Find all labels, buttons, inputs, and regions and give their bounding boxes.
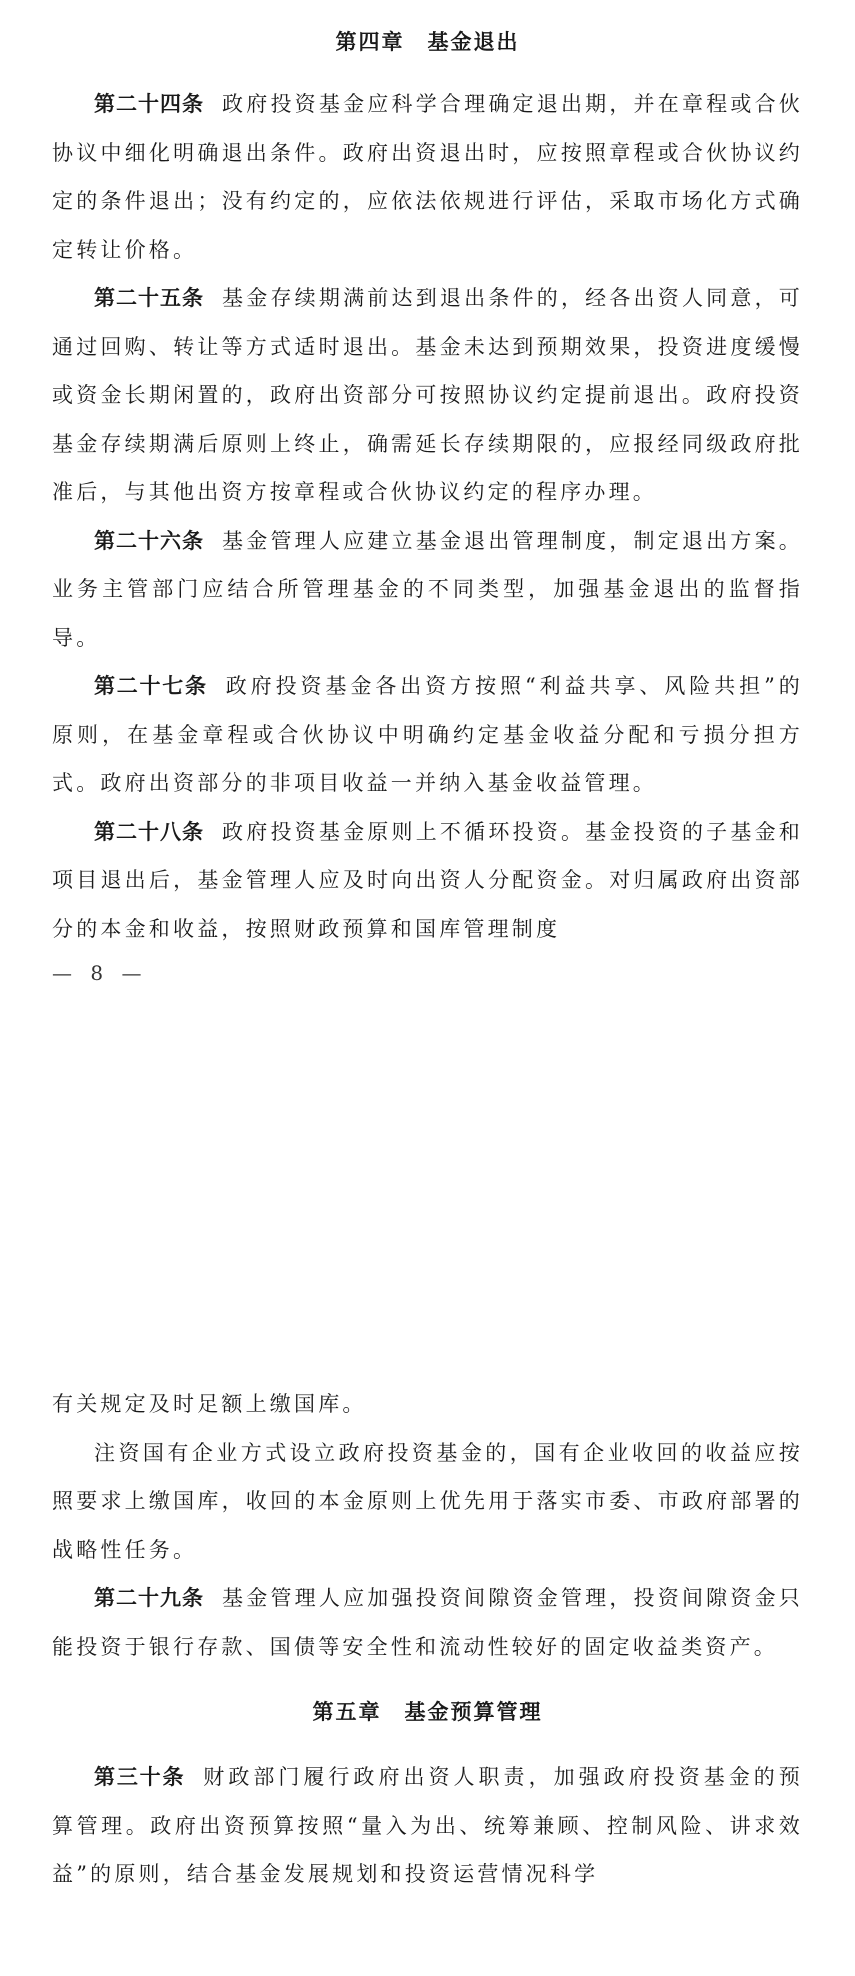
article-label: 第二十七条 [94,674,208,698]
article-24 [52,80,803,274]
article-text: 政府投资基金原则上不循环投资。基金投资的子基金和项目退出后，基金管理人应及时向出资人分配资金。对归属政府出资部分的本金和收益，按照财政预算和国库管理制度 [52,819,803,941]
article-label: 第三十条 [94,1765,186,1789]
article-label: 第二十四条 [94,92,205,116]
article-text: 基金管理人应加强投资间隙资金管理，投资间隙资金只能投资于银行存款、国债等安全性和流动性较好的固定收益类资产。 [52,1586,803,1659]
continuation-text: 有关规定及时足额上缴国库。 [52,1392,367,1416]
article-text: 政府投资基金应科学合理确定退出期，并在章程或合伙协议中细化明确退出条件。政府出资退出时，应按照章程或合伙协议约定的条件退出；没有约定的，应依法依规进行评估，采取市场化方式确定转让价格。 [52,92,803,262]
article-26 [52,517,803,663]
article-label: 第二十八条 [94,819,205,844]
article-text: 财政部门履行政府出资人职责，加强政府投资基金的预算管理。政府出资预算按照“量入为出、统筹兼顾、控制风险、讲求效益”的原则，结合基金发展规划和投资运营情况科学 [52,1765,803,1886]
article-label: 第二十六条 [94,528,205,553]
article-text: 政府投资基金各出资方按照“利益共享、风险共担”的原则，在基金章程或合伙协议中明确约定基金收益分配和亏损分担方式。政府出资部分的非项目收益一并纳入基金收益管理。 [52,674,803,795]
article-label: 第二十九条 [94,1586,205,1610]
chapter-title: 第四章 基金退出 [335,30,520,54]
article-text: 基金管理人应建立基金退出管理制度，制定退出方案。业务主管部门应结合所管理基金的不同类型，加强基金退出的监督指导。 [52,528,803,650]
page-number: — 8 — [52,961,148,985]
paragraph-state-owned: 注资国有企业方式设立政府投资基金的，国有企业收回的收益应按照要求上缴国库，收回的本金原则上优先用于落实市委、市政府部署的战略性任务。 [52,1440,803,1562]
article-28 [52,808,803,954]
article-29 [52,1574,803,1671]
article-text: 基金存续期满前达到退出条件的，经各出资人同意，可通过回购、转让等方式适时退出。基金未达到预期效果，投资进度缓慢或资金长期闲置的，政府出资部分可按照协议约定提前退出。政府投资基金存续期满后原则上终止，确需延长存续期限的，应报经同级政府批准后，与其他出资方按章程或合伙协议约定的程序办理。 [52,286,803,504]
article-30 [52,1753,803,1899]
chapter-title: 第五章 基金预算管理 [312,1700,543,1724]
article-27 [52,662,803,808]
article-25 [52,274,803,517]
document-page-9 [0,1380,855,1899]
article-label: 第二十五条 [94,286,205,310]
